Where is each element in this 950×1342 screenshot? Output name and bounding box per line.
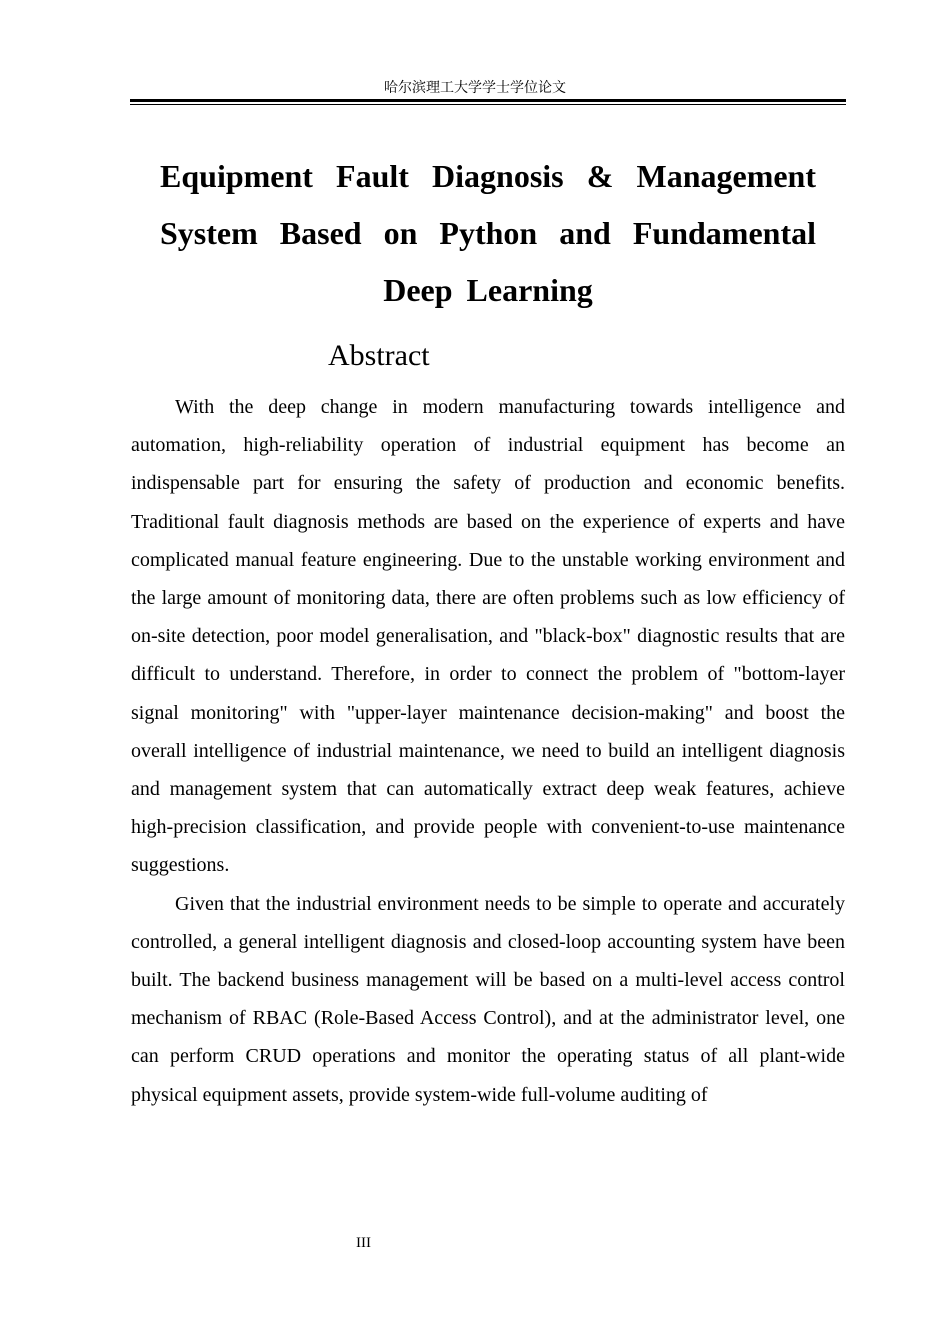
running-header: 哈尔滨理工大学学士学位论文 — [384, 80, 566, 96]
abstract-paragraph-2: Given that the industrial environment needs to be simple to operate and accurately controlled, a general intelligent diagnosis and closed-loop accounting system have been built. The backend business management will be based on a multi-level access control mechanism of RBAC (Role-Based Access Control), and at the administrator level, one can perform CRUD operations and monitor the operating status of all plant-wide physical equipment assets, provide system-wide full-volume auditing of — [131, 892, 845, 1106]
abstract-body — [131, 388, 845, 1114]
header-rule-thin — [130, 104, 846, 105]
header-rule-thick — [130, 99, 846, 102]
abstract-heading: Abstract — [328, 339, 430, 372]
paper-title: Equipment Fault Diagnosis & Management System Based on Python and Fundamental Deep Learning — [160, 158, 816, 308]
page-number: III — [356, 1235, 371, 1251]
abstract-paragraph-1: With the deep change in modern manufacturing towards intelligence and automation, high-reliability operation of industrial equipment has become an indispensable part for ensuring the safety of production and economic benefits. Traditional fault diagnosis methods are based on the experience of experts and have complicated manual feature engineering. Due to the unstable working environment and the large amount of monitoring data, there are often problems such as low efficiency of on-site detection, poor model generalisation, and "black-box" diagnostic results that are difficult to understand. Therefore, in order to connect the problem of "bottom-layer signal monitoring" with "upper-layer maintenance decision-making" and boost the overall intelligence of industrial maintenance, we need to build an intelligent diagnosis and management system that can automatically extract deep weak features, achieve high-precision classification, and provide people with convenient-to-use maintenance suggestions. — [131, 396, 845, 877]
